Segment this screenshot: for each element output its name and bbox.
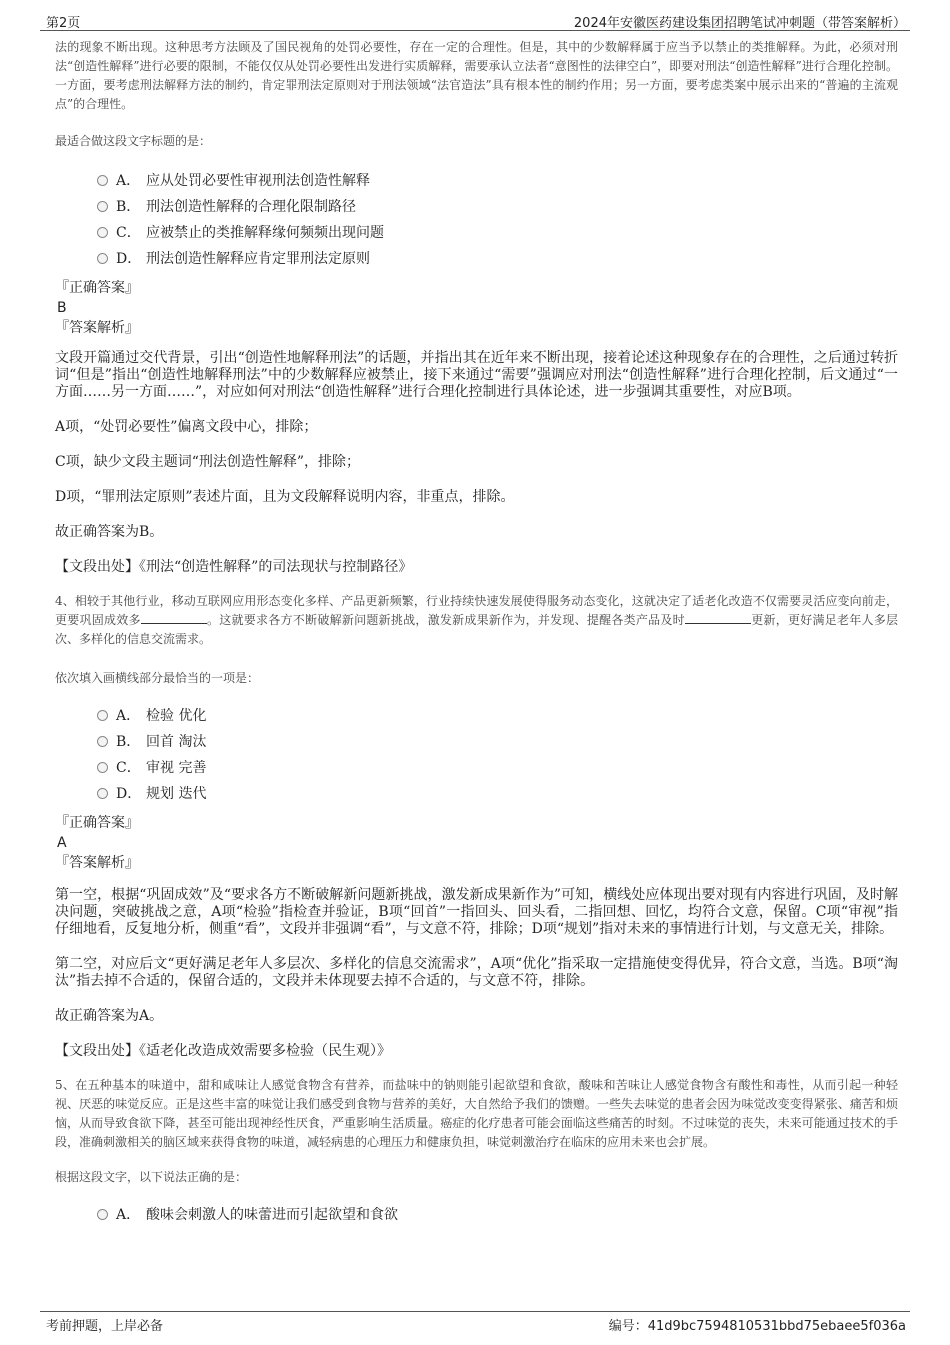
document-title: 2024年安徽医药建设集团招聘笔试冲刺题（带答案解析） xyxy=(573,16,906,31)
page-header xyxy=(40,10,910,31)
q4-option-c[interactable]: C． 审视 完善 xyxy=(97,755,898,781)
q4-option-d[interactable]: D． 规划 迭代 xyxy=(97,781,898,807)
radio-icon[interactable] xyxy=(97,762,108,773)
q3-option-a[interactable]: A． 应从处罚必要性审视刑法创造性解释 xyxy=(97,168,898,194)
q4-answer: A xyxy=(57,835,67,851)
q5-prompt: 根据这段文字，以下说法正确的是： xyxy=(55,1170,248,1184)
radio-icon[interactable] xyxy=(97,788,108,799)
q4-answer-label: 『正确答案』 xyxy=(55,815,139,831)
q3-analysis-3: C项，缺少文段主题词“刑法创造性解释”，排除； xyxy=(55,454,361,470)
q5-passage: 5、在五种基本的味道中，甜和咸味让人感觉食物含有营养，而盐味中的钠则能引起欲望和食欲，酸味和苦味让人感觉食物含有酸性和毒性，从而引起一种轻视、厌恶的味觉反应。正是这些丰富的味觉让我们感受到食物与营养的美好，大自然给予我们的馈赠。一些失去味觉的患者会因为味觉改变变得紧张、痛苦和烦恼，从而导致食欲下降，甚至可能出现神经性厌食，严重影响生活质量。癌症的化疗患者可能会面临这些痛苦的时刻。不过味觉的丧失，未来可能通过技术的手段，准确刺激相关的脑区域来获得食物的味道，减轻病患的心理压力和健康负担，味觉刺激治疗在临床的应用未来也会扩展。 xyxy=(55,1078,898,1149)
document-id: 编号：41d9bc7594810531bbd75ebaee5f036a xyxy=(608,1319,906,1334)
radio-icon[interactable] xyxy=(97,253,108,264)
radio-icon[interactable] xyxy=(97,1209,108,1220)
footer-slogan: 考前押题，上岸必备 xyxy=(46,1319,164,1334)
q4-source: 【文段出处】《适老化改造成效需要多检验（民生观）》 xyxy=(55,1043,391,1059)
q3-prompt: 最适合做这段文字标题的是： xyxy=(55,134,212,148)
page-footer xyxy=(40,1311,910,1334)
q4-analysis-label: 『答案解析』 xyxy=(55,855,139,871)
q3-option-d[interactable]: D． 刑法创造性解释应肯定罪刑法定原则 xyxy=(97,246,898,272)
q3-passage: 法的现象不断出现。这种思考方法顾及了国民视角的处罚必要性，存在一定的合理性。但是，其中的少数解释属于应当予以禁止的类推解释。为此，必须对刑法“创造性解释”进行必要的限制，不能仅仅从处罚必要性出发进行实质解释，需要承认立法者“意图性的法律空白”，即要对刑法“创造性解释”进行合理化控制。一方面，要考虑刑法解释方法的制约，肯定罪刑法定原则对于刑法领域“法官造法”具有根本性的制约作用；另一方面，要考虑类案中展示出来的“普遍的主流观点”的合理性。 xyxy=(55,40,898,111)
q3-analysis-2: A项，“处罚必要性”偏离文段中心，排除； xyxy=(55,419,318,435)
page-content xyxy=(55,38,898,1228)
q4-analysis-3: 故正确答案为A。 xyxy=(55,1008,164,1024)
q4-prompt: 依次填入画横线部分最恰当的一项是： xyxy=(55,671,260,685)
radio-icon[interactable] xyxy=(97,710,108,721)
radio-icon[interactable] xyxy=(97,175,108,186)
q3-options xyxy=(97,168,898,272)
q4-options xyxy=(97,703,898,807)
q5-options xyxy=(97,1202,898,1228)
blank-2 xyxy=(685,611,751,624)
q4-option-b[interactable]: B． 回首 淘汰 xyxy=(97,729,898,755)
q3-analysis-1: 文段开篇通过交代背景，引出“创造性地解释刑法”的话题，并指出其在近年来不断出现，接着论述这种现象存在的合理性，之后通过转折词“但是”指出“创造性地解释刑法”中的少数解释应被禁止，接下来通过“需要”强调应对刑法“创造性解释”进行合理化控制，后文通过“一方面……另一方面……”，对应如何对刑法“创造性解释”进行合理化控制进行具体论述，进一步强调其重要性，对应B项。 xyxy=(55,350,898,400)
q3-answer: B xyxy=(57,300,67,316)
radio-icon[interactable] xyxy=(97,201,108,212)
q4-passage: 4、相较于其他行业，移动互联网应用形态变化多样、产品更新频繁，行业持续快速发展使得服务动态变化，这就决定了适老化改造不仅需要灵活应变向前走，更要巩固成效多 。这就要求各方不断破解新问题新挑战，激发新成果新作为，并发现、提醒各类产品及时 更新，更好满足老年人多层次、多样化的信息交流需求。 xyxy=(55,594,898,646)
q4-analysis-1: 第一空，根据“巩固成效”及“要求各方不断破解新问题新挑战，激发新成果新作为”可知，横线处应体现出要对现有内容进行巩固，及时解决问题，突破挑战之意，A项“检验”指检查并验证，B项“回首”一指回头、回头看，二指回想、回忆，均符合文意，保留。C项“审视”指仔细地看，反复地分析，侧重“看”，文段并非强调“看”，与文意不符，排除；D项“规划”指对未来的事情进行计划，与文意无关，排除。 xyxy=(55,887,898,937)
q5-option-a[interactable]: A． 酸味会刺激人的味蕾进而引起欲望和食欲 xyxy=(97,1202,898,1228)
q3-source: 【文段出处】《刑法“创造性解释”的司法现状与控制路径》 xyxy=(55,559,413,575)
page-number: 第2页 xyxy=(46,16,81,31)
radio-icon[interactable] xyxy=(97,736,108,747)
q3-analysis-label: 『答案解析』 xyxy=(55,320,139,336)
q3-analysis-4: D项，“罪刑法定原则”表述片面，且为文段解释说明内容，非重点，排除。 xyxy=(55,489,515,505)
q3-answer-label: 『正确答案』 xyxy=(55,280,139,296)
blank-1 xyxy=(141,611,207,624)
q3-option-c[interactable]: C． 应被禁止的类推解释缘何频频出现问题 xyxy=(97,220,898,246)
q4-analysis-2: 第二空，对应后文“更好满足老年人多层次、多样化的信息交流需求”，A项“优化”指采取一定措施使变得优异，符合文意，当选。B项“淘汰”指去掉不合适的，保留合适的，文段并未体现要去掉不合适的，与文意不符，排除。 xyxy=(55,956,898,989)
q3-analysis-5: 故正确答案为B。 xyxy=(55,524,164,540)
radio-icon[interactable] xyxy=(97,227,108,238)
q3-option-b[interactable]: B． 刑法创造性解释的合理化限制路径 xyxy=(97,194,898,220)
q4-option-a[interactable]: A． 检验 优化 xyxy=(97,703,898,729)
